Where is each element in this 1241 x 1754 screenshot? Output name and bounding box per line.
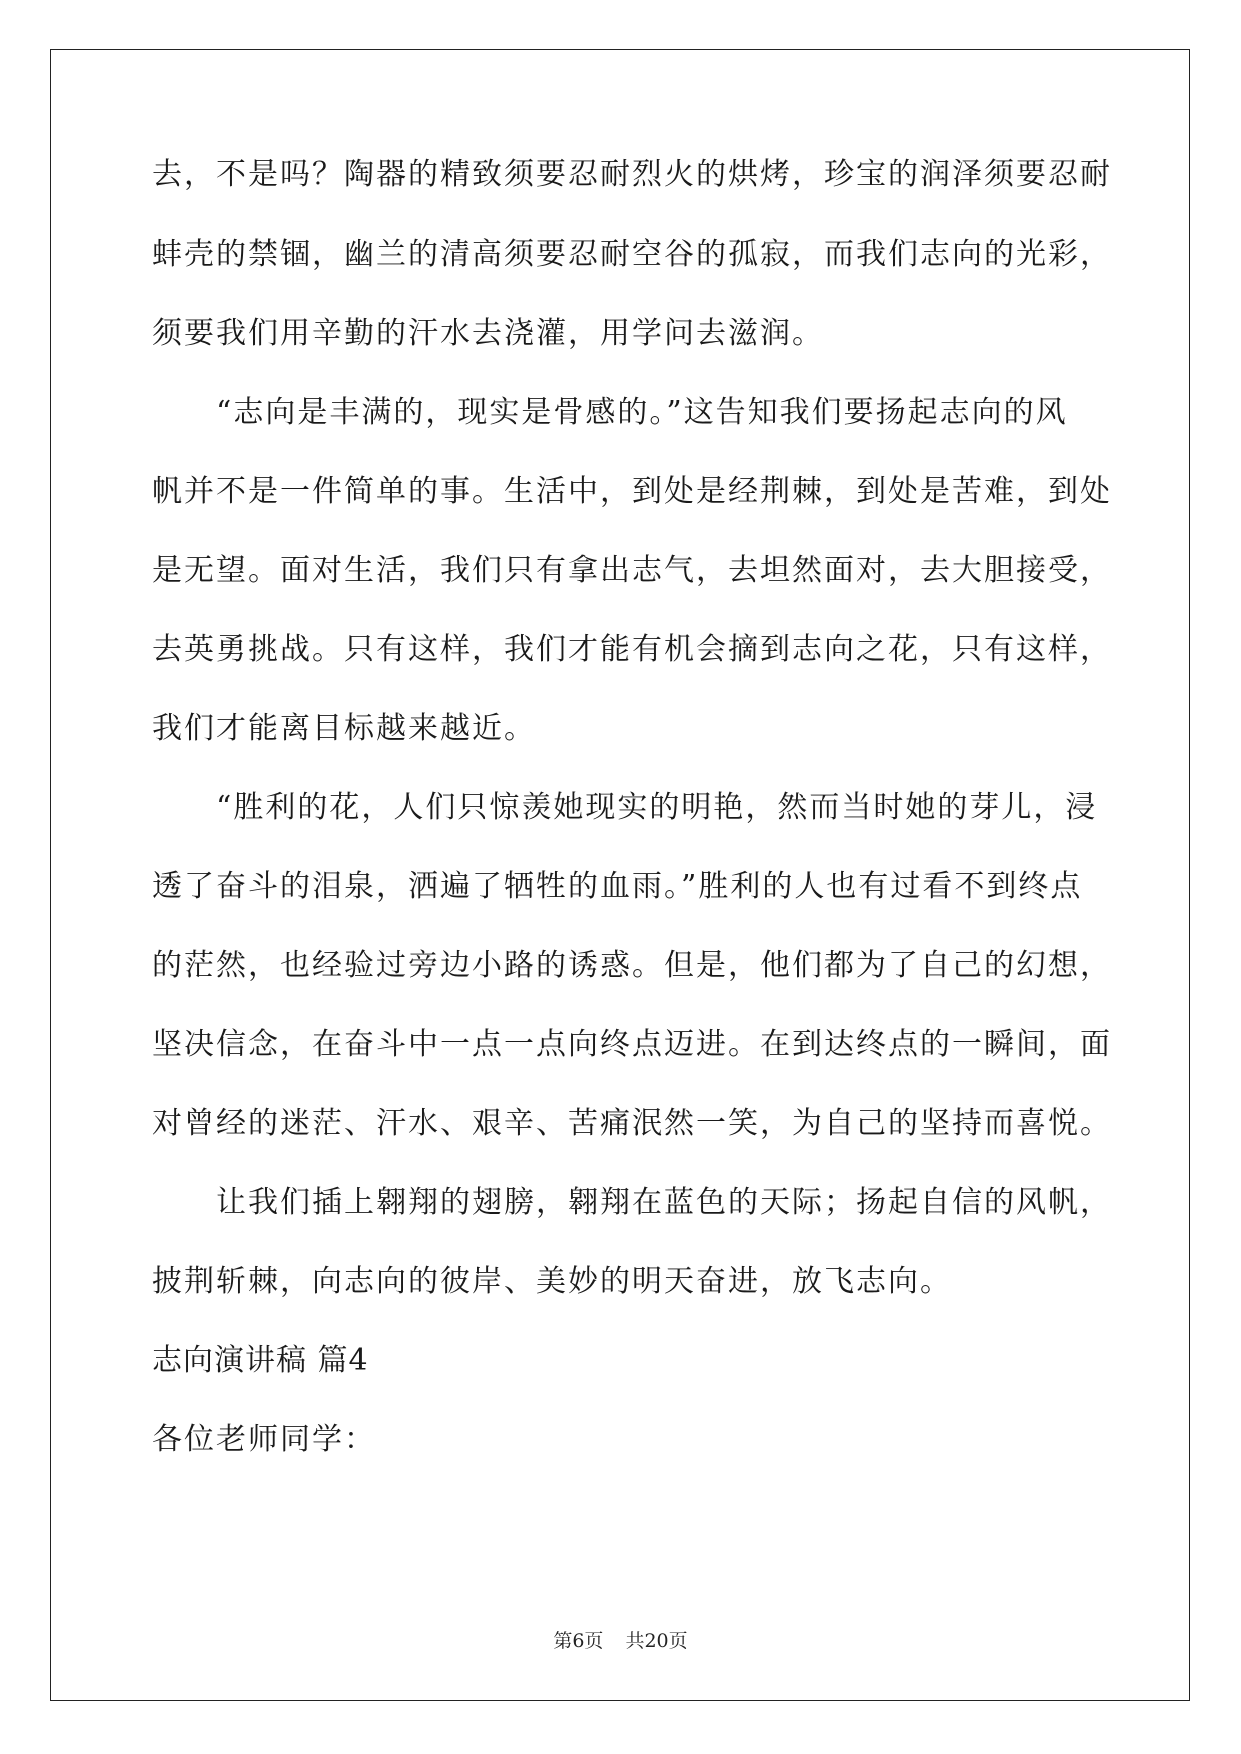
text-line: 帆并不是一件简单的事。生活中，到处是经荆棘，到处是苦难，到处	[152, 474, 1112, 509]
page-total: 共20页	[625, 1630, 688, 1652]
text-line: “志向是丰满的，现实是骨感的。”这告知我们要扬起志向的风	[152, 395, 1068, 430]
text-line: 对曾经的迷茫、汗水、艰辛、苦痛泯然一笑，为自己的坚持而喜悦。	[152, 1106, 1112, 1141]
text-line: 的茫然，也经验过旁边小路的诱惑。但是，他们都为了自己的幻想，	[152, 948, 1112, 983]
text-line: “胜利的花，人们只惊羡她现实的明艳，然而当时她的芽儿，浸	[152, 790, 1098, 825]
text-line: 去英勇挑战。只有这样，我们才能有机会摘到志向之花，只有这样，	[152, 632, 1112, 667]
text-line: 让我们插上翱翔的翅膀，翱翔在蓝色的天际；扬起自信的风帆，	[152, 1185, 1112, 1220]
page-footer	[0, 1626, 1241, 1653]
text-line: 透了奋斗的泪泉，洒遍了牺牲的血雨。”胜利的人也有过看不到终点	[152, 869, 1083, 904]
text-line: 是无望。面对生活，我们只有拿出志气，去坦然面对，去大胆接受，	[152, 553, 1112, 588]
text-line: 去，不是吗？陶器的精致须要忍耐烈火的烘烤，珍宝的润泽须要忍耐	[152, 157, 1112, 192]
salutation-line: 各位老师同学：	[152, 1422, 376, 1457]
text-line: 蚌壳的禁锢，幽兰的清高须要忍耐空谷的孤寂，而我们志向的光彩，	[152, 237, 1112, 272]
text-line: 披荆斩棘，向志向的彼岸、美妙的明天奋进，放飞志向。	[152, 1264, 952, 1299]
text-line: 坚决信念，在奋斗中一点一点向终点迈进。在到达终点的一瞬间，面	[152, 1027, 1112, 1062]
page-number: 第6页	[553, 1630, 604, 1652]
text-line: 须要我们用辛勤的汗水去浇灌，用学问去滋润。	[152, 316, 824, 351]
section-heading: 志向演讲稿 篇4	[152, 1343, 369, 1378]
text-line: 我们才能离目标越来越近。	[152, 711, 536, 746]
document-body	[152, 157, 1112, 1504]
